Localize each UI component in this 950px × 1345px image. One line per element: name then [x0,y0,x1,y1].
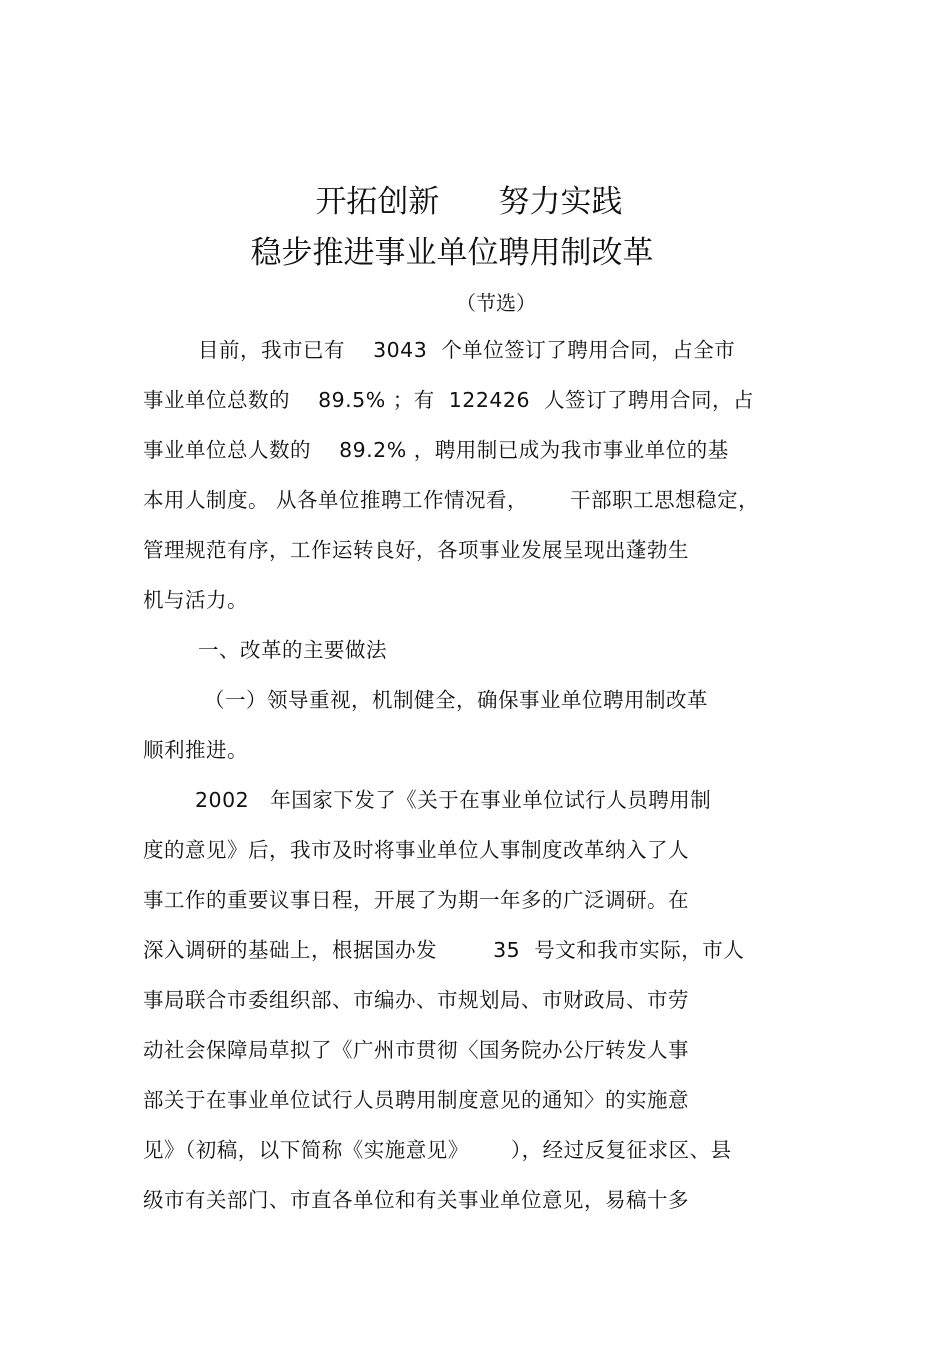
paragraph-line: 本用人制度。 从各单位推聘工作情况看， 干部职工思想稳定， [143,488,760,512]
paragraph-line: 度的意见》后，我市及时将事业单位人事制度改革纳入了人 [143,838,689,862]
paragraph-line: 事局联合市委组织部、市编办、市规划局、市财政局、市劳 [143,988,689,1012]
document-title-line2: 稳步推进事业单位聘用制改革 [250,235,654,271]
section-heading: 一、改革的主要做法 [198,638,387,662]
paragraph-line: 机与活力。 [143,588,248,612]
document-title-line1: 开拓创新 努力实践 [315,184,623,220]
paragraph-line: 级市有关部门、市直各单位和有关事业单位意见，易稿十多 [143,1188,689,1212]
paragraph-line: 事业单位总人数的 89.2% ，聘用制已成为我市事业单位的基 [143,438,729,462]
subsection-heading: （一）领导重视，机制健全，确保事业单位聘用制改革 [204,688,708,712]
subsection-heading-cont: 顺利推进。 [143,738,248,762]
paragraph-line: 动社会保障局草拟了《广州市贯彻〈国务院办公厅转发人事 [143,1038,689,1062]
paragraph-line: 见》（初稿，以下简称《实施意见》 ），经过反复征求区、县 [143,1138,732,1162]
paragraph-line: 管理规范有序，工作运转良好，各项事业发展呈现出蓬勃生 [143,538,689,562]
paragraph-line: 事工作的重要议事日程，开展了为期一年多的广泛调研。在 [143,888,689,912]
paragraph-line: 深入调研的基础上，根据国办发 35 号文和我市实际，市人 [143,938,745,962]
paragraph-line: 2002 年国家下发了《关于在事业单位试行人员聘用制 [195,788,712,812]
document-subtitle: （节选） [456,291,536,315]
paragraph-line: 部关于在事业单位试行人员聘用制度意见的通知〉的实施意 [143,1088,689,1112]
paragraph-line: 事业单位总数的 89.5% ；有 122426 人签订了聘用合同，占 [143,388,755,412]
paragraph-line: 目前，我市已有 3043 个单位签订了聘用合同，占全市 [198,338,736,362]
